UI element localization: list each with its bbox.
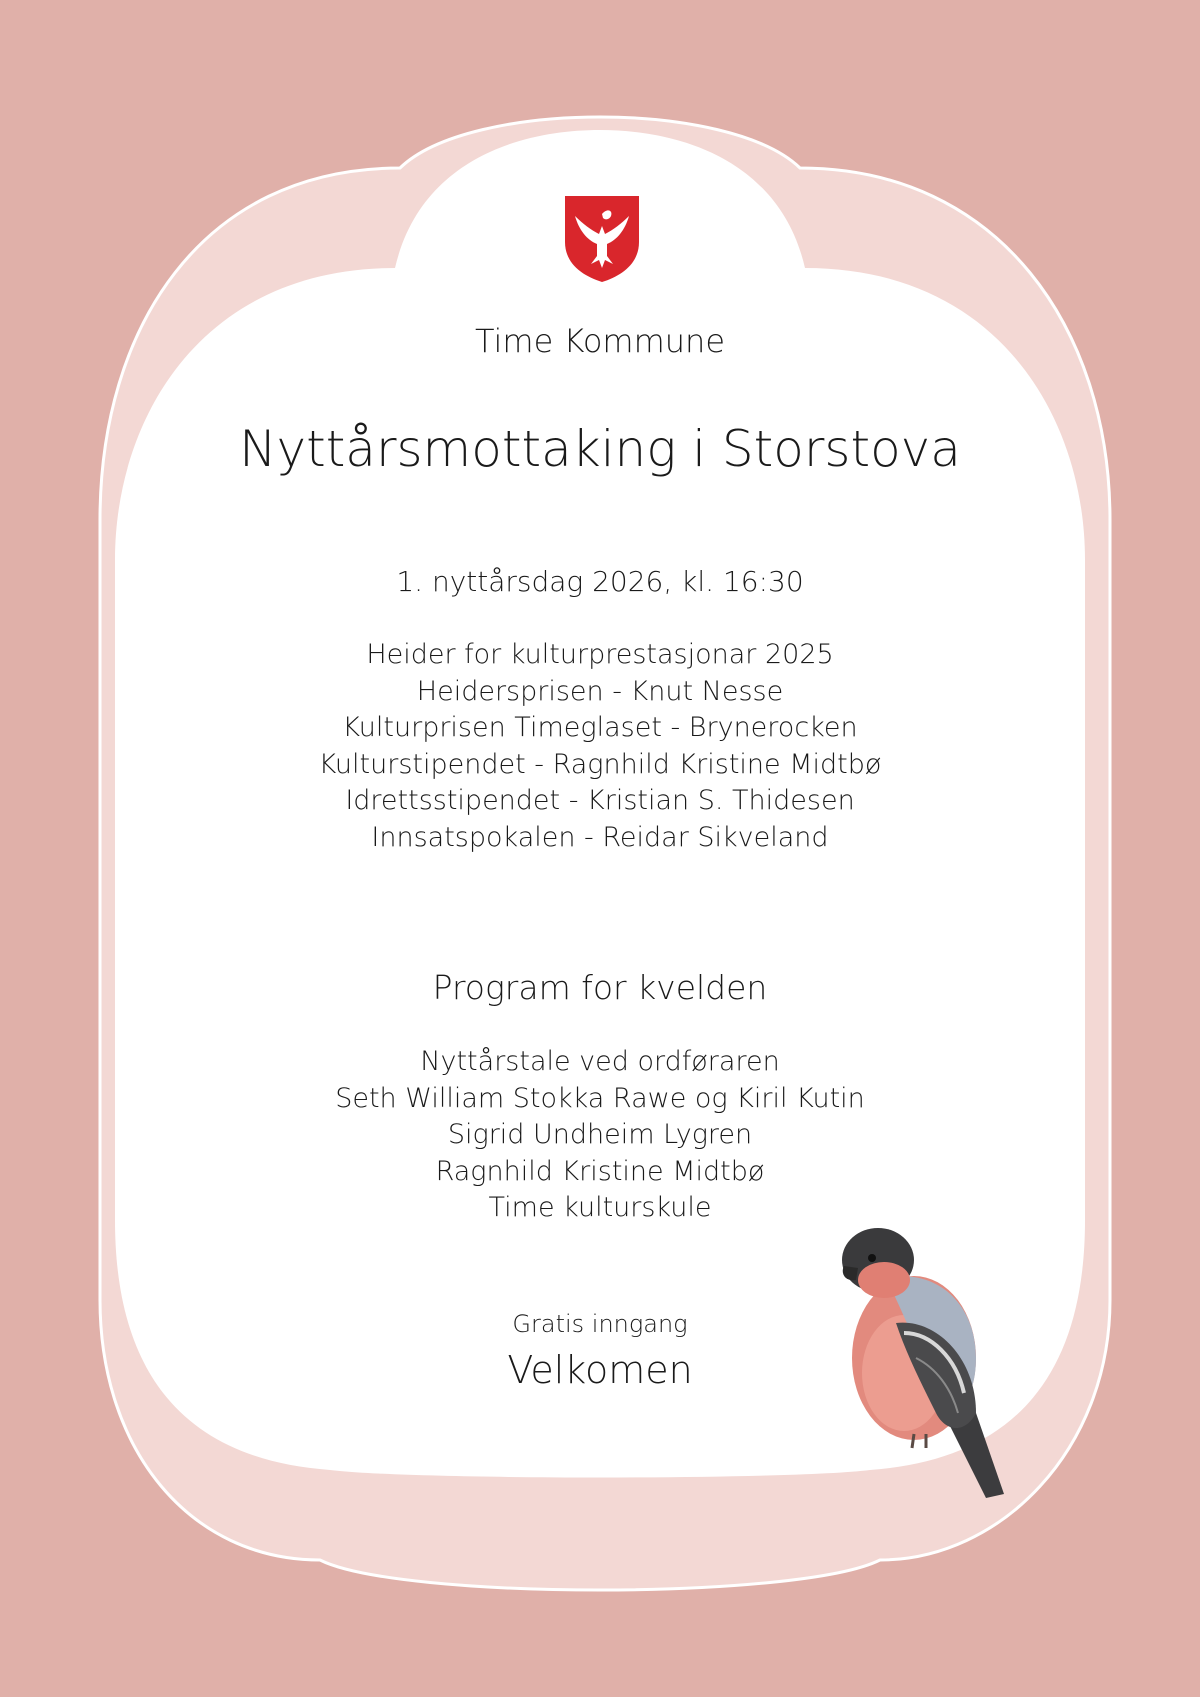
- event-title: Nyttårsmottaking i Storstova: [239, 420, 961, 478]
- program-item: Sigrid Undheim Lygren: [447, 1119, 753, 1150]
- program-item: Ragnhild Kristine Midtbø: [435, 1155, 765, 1187]
- honor-item: Kulturstipendet - Ragnhild Kristine Midtbø: [318, 748, 882, 780]
- program-item: Seth William Stokka Rawe og Kiril Kutin: [335, 1082, 865, 1114]
- honor-item: Heidersprisen - Knut Nesse: [416, 675, 784, 707]
- program-list: [0, 1044, 1200, 1227]
- event-date-time: 1. nyttårsdag 2026, kl. 16:30: [396, 565, 804, 598]
- honor-item: Kulturprisen Timeglaset - Brynerocken: [342, 712, 858, 743]
- bullfinch-illustration: [826, 1208, 1046, 1508]
- organization-name: Time Kommune: [474, 322, 726, 360]
- honors-heading: Heider for kulturprestasjonar 2025: [366, 639, 834, 670]
- welcome-text: Velkomen: [507, 1348, 693, 1392]
- program-title: Program for kvelden: [432, 968, 768, 1007]
- honor-item: Idrettsstipendet - Kristian S. Thidesen: [345, 785, 855, 816]
- program-item: Time kulturskule: [488, 1192, 712, 1223]
- honor-item: Innsatspokalen - Reidar Sikveland: [371, 821, 829, 853]
- honors-list: [0, 637, 1200, 856]
- program-item: Nyttårstale ved ordføraren: [420, 1046, 780, 1077]
- free-entry-text: Gratis inngang: [512, 1310, 688, 1338]
